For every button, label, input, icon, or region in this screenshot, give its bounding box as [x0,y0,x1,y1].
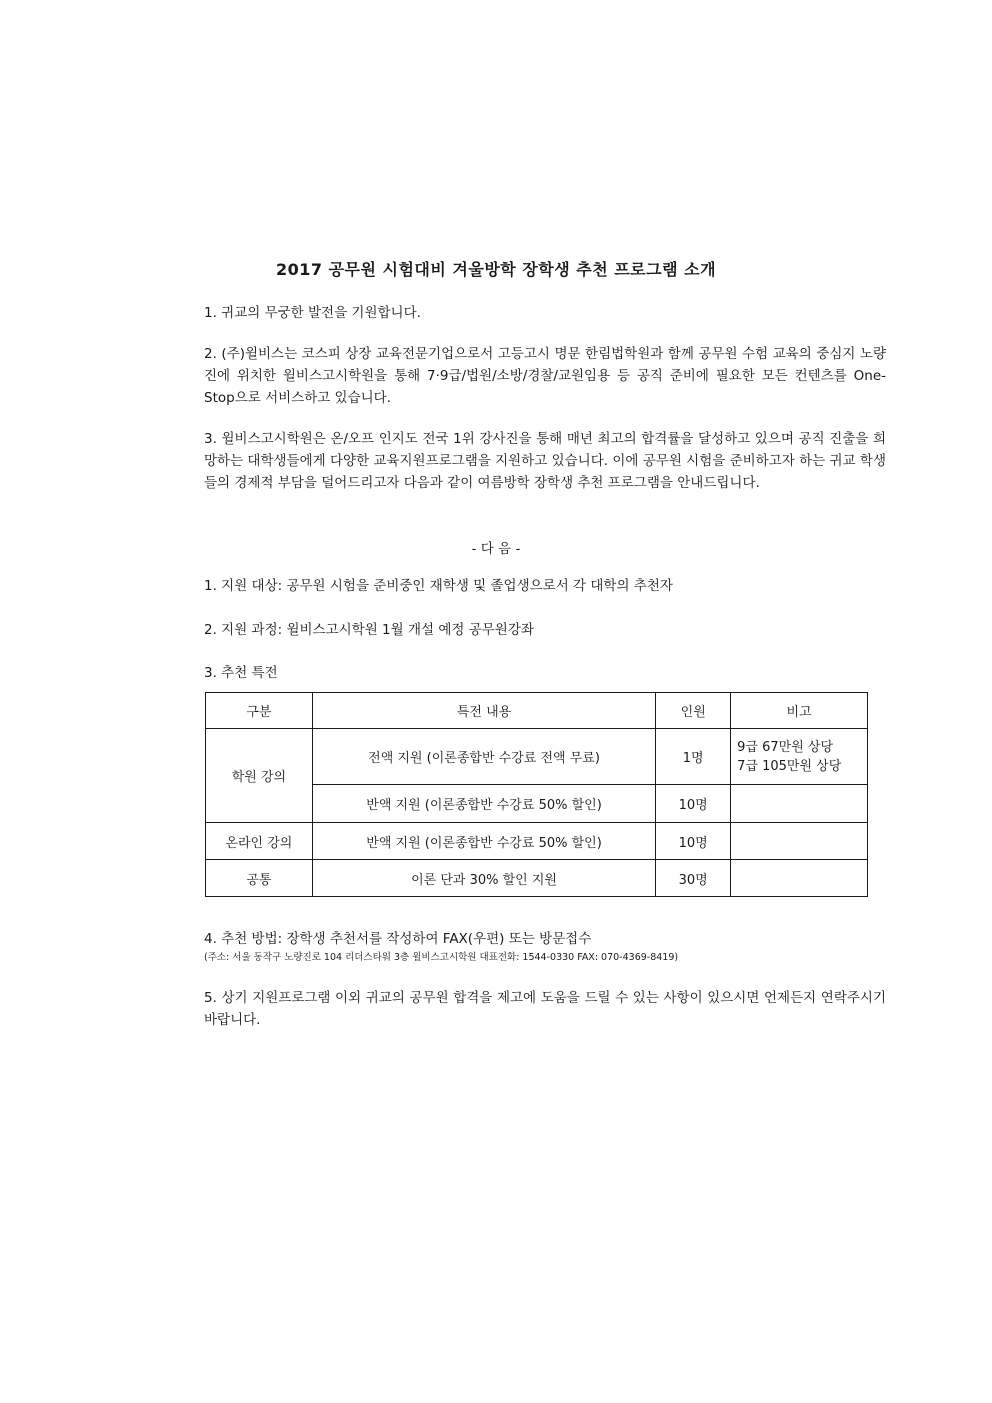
table-row [206,860,868,897]
note-cell [731,729,868,785]
intro-paragraph-1: 1. 귀교의 무궁한 발전을 기원합니다. [204,305,421,321]
content-cell: 전액 지원 (이론종합반 수강료 전액 무료) [312,729,655,785]
intro-paragraph-2: 2. (주)윌비스는 코스피 상장 교육전문기업으로서 고등고시 명문 한림법학원과 함께 공무원 수험 교육의 중심지 노량진에 위치한 윌비스고시학원을 통해 7·9급/법원/소방/경찰/교원임용 등 공직 준비에 필요한 모든 컨텐츠를 One-Stop으로 서비스하고 있습니다. [204,346,886,406]
table-row [206,823,868,860]
benefits-heading: 3. 추천 특전 [204,665,278,681]
table-row [206,729,868,785]
content-cell: 반액 지원 (이론종합반 수강료 50% 할인) [312,823,655,860]
content-cell: 반액 지원 (이론종합반 수강료 50% 할인) [312,785,655,823]
count-cell: 30명 [656,860,731,897]
separator-heading: - 다 음 - [471,541,521,557]
note-cell [731,823,868,860]
support-target: 1. 지원 대상: 공무원 시험을 준비중인 재학생 및 졸업생으로서 각 대학의 추천자 [204,578,673,594]
count-cell: 1명 [656,729,731,785]
content-cell: 이론 단과 30% 할인 지원 [312,860,655,897]
intro-paragraph-3: 3. 윌비스고시학원은 온/오프 인지도 전국 1위 강사진을 통해 매년 최고의 합격률을 달성하고 있으며 공직 진출을 희망하는 대학생들에게 다양한 교육지원프로그램을 지원하고 있습니다. 이에 공무원 시험을 준비하고자 하는 귀교 학생들의 경제적 부담을 덜어드리고자 다음과 같이 여름방학 장학생 추천 프로그램을 안내드립니다. [204,431,886,491]
note-line: 7급 105만원 상당 [737,758,842,774]
count-cell: 10명 [656,823,731,860]
contact-address: (주소: 서울 동작구 노량진로 104 리더스타워 3층 윌비스고시학원 대표전화: 1544-0330 FAX: 070-4369-8419) [204,952,679,963]
document-title: 2017 공무원 시험대비 겨울방학 장학생 추천 프로그램 소개 [275,260,717,279]
header-content: 특전 내용 [312,693,655,729]
count-cell: 10명 [656,785,731,823]
category-cell-common: 공통 [206,860,313,897]
table-header-row [206,693,868,729]
header-count: 인원 [656,693,731,729]
category-cell-online: 온라인 강의 [206,823,313,860]
note-cell [731,860,868,897]
recommendation-method: 4. 추천 방법: 장학생 추천서를 작성하여 FAX(우편) 또는 방문접수 [204,931,592,947]
note-line: 9급 67만원 상당 [737,739,834,755]
header-category: 구분 [206,693,313,729]
support-course: 2. 지원 과정: 윌비스고시학원 1월 개설 예정 공무원강좌 [204,622,534,638]
closing-paragraph: 5. 상기 지원프로그램 이외 귀교의 공무원 합격을 제고에 도움을 드릴 수 있는 사항이 있으시면 언제든지 연락주시기 바랍니다. [204,990,886,1028]
category-cell-academy: 학원 강의 [206,729,313,823]
benefits-table [205,692,868,897]
header-note: 비고 [731,693,868,729]
note-cell [731,785,868,823]
